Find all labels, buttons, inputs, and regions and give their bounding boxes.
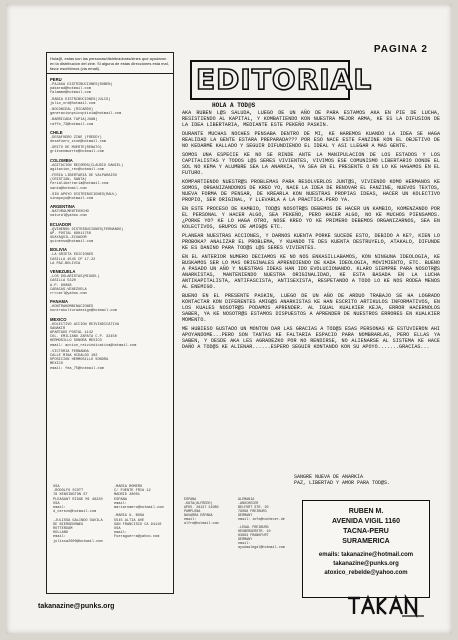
signoff-line-2: PAZ, LIBERTAD Y AMOR PARA TOD@S. [294,480,391,486]
contact-street: AVENIDA VIGIL 1160 [332,518,400,525]
directory-entry: -QVINENSO DISTRIBUCIONES(FERNANDO) AP. POSTAL 09011750 GUAYAQUIL-ECUADOR qvinenso@hotmail.com [50,227,124,245]
directory-entry: -VICTORIA FERNANDA CALLE MINA HIDALGO 102 OPOSICION HERMOSILLO SONORA MEXICO email: fea_75@hotmail.com [50,349,109,371]
contact-region: SURAMERICA [342,538,390,545]
directory-country: CHILE [50,129,63,135]
directory-entry: -PAJAXA DISTRIBUCIONES(RUBEN) pakarad@hotmail.com falamme@hotmail.com [50,83,113,96]
directory-country: PANAMA [50,299,69,305]
editorial-body [182,110,440,353]
editorial-paragraph: SOMOS UNA ESPECIE KE NO SE RINDE ANTE LA MANIPULACION DE LOS ESTADOS Y LOS CAPITALISTAS Y TODOS L@S SERES VIVIENTES, VIVIMOS ESE COMUNISMO LIBERTARIO DONDE EL SOL NO KEMA Y ALUMBRE SEA LA ANARKIA, YA SEA EN EL PRESENTE O EN LO KE HAGAMOS EN EL FUTURO. [182,152,440,176]
directory-entry: -GRITO DE MUERTE(RENATO) gritoenmuerte@hotmail.com [50,146,104,155]
directory-country: COLOMBIA [50,157,73,163]
directory-entry: -KOLECTIVO ACCION REIVINDICATIVA SANAKIR APARTADO POSTAL 1142 COL. EMILIANO ZAPATA C.P. 32450 HERMOSILLO SONORA MEXICO email: accion_reivindicativa@hotmail.com [50,322,137,348]
directory-entry: -NOCONCEAL (RICARDO) generacionpsicoptinia@hotmail.com [50,108,122,117]
directory-intro: Hola@, estas son las personas/distribuidoras/zines que ayudaron en la distribucion del zine. Si alguna de estas direcciones esta mal, favor escribirnos (via email). [47,53,173,74]
directory-entry: -SIN APOYO DISTRIBUCIONES(RAUL) sinapoyo@hotmail.com [50,192,117,202]
footer-email[interactable]: takanazine@punks.org [38,603,115,610]
directory-country: PERU [50,77,62,82]
directory-entry: -FERIA LIBERTARIA DE VALPARAISO (CRISTIAN, SANTA) ferialibertaria@hotmail.com santa@hotmail.com [50,174,117,191]
contact-email-3[interactable]: atoxico_rebelde@yahoo.com [324,570,408,576]
contact-city: TACNA-PERU [343,528,389,535]
directory-sections [47,77,173,371]
directory-entry: -RABIA DISTRIBUCIONES(JULIO) julio_nrd@hotmail.com [50,97,111,106]
editorial-paragraph: ME HUBIESO GUSTADO UN MONTON DAR LAS GRACIAS A TOD@S ESAS PERSONAS KE ESTUVIERON AHI APOYANDOME...PERO SON TANTAS KE FALTARIA ESPACIO PARA NOMBRARLAS, PERO ELLAS YA SABEN, Y DESDE AKA LES AGRADEZKO POR NO RENDIRSE, NO ALIENARSE AL SISTEMA KE HACE DAÑO A TOD@S KE ALIENAR......ESPERO SEGUIR KONTANDO KON SU APOYO.......GRACIAS... [182,326,440,350]
directory-bottom-right: -MARIA ROMERO C/ FUENTE FRIA 12 MADRID 28001 ESPANA email: mariaromero@hotmail.com -MARIA G. BOSA 5545 ALTIA AVE SAN FRANCISCO CA 94110 USA email: Fueraguerra@yahoo.com [114,485,164,540]
directory-country: BOLIVIA [50,247,67,253]
directory-box [46,52,174,594]
address-column-1: ESPANA -KATA(ALFREDO) APDO. 28137 31080 PAMPLONA NAVARRA ESPANA email: alfre@hotmail.com [184,498,219,526]
contact-email-1[interactable]: emails: takanazine@hotmail.com [318,552,414,558]
directory-country: VENEZUELA [50,269,76,275]
directory-country: ARGENTINA [50,204,75,210]
directory-entry: -BARRICADA TAPIA(JUAN) raffo_73@hotmail.com [50,118,98,127]
editorial-paragraph: EN ESTE PROCESO DE KAMBIO, TOD@S NOSOTR@S DEBEMOS DE HACER UN KAMBIO, KOMENZANDO POR EL PERSONAL Y HACER ALGO, SEA PEKEÑO, PERO HACER ALGO, NO KE MUCHOS PIENSAMOS. ¿PORKE YO? KE LO HAGA OTRO, NOSE KREO YO KE PRIMERO DEBEMOS ORGANIZARNOS, SEA EN KOLECTIVOS, GRUPOS DE AMIG@S ETC. [182,206,440,230]
signoff-line-1: SANGRE NUEVA DE ANARKIA [294,474,364,480]
editorial-paragraph: PLANEAR NUESTRAS ACCIONES, Y DARNOS KUENTA PORKE SUCEDE ESTO, DEBIDO A KE?, KIEN LO PROBOKA? ANALIZAR EL PROBLEMA, Y KUANDO TE DES KUENTA DESTRUYELO, ATAKALO, DIFUNDE KE ES DANINO PARA TOD@S L@S SERES VIVIENTES. [182,233,440,251]
editorial-paragraph: AKA RUBEN L@S SALUDA, LUEGO DE UN AÑO DE PARA ESTAMOS AKA EN PIE DE LUCHA, RESISTIENDO AL KAPITAL, Y KOMBATIENDO KON NUESTRA MEJOR ARMA, KE ES LA DIFUSION DE LA IDEA LIBERTARIA, MEDIANTE ESTE PEKEÑO PASKIN. [182,110,440,128]
editorial-paragraph: EN EL ANTERIOR NUMERO DECIAMOS KE NO NOS ENKASILLABAMOS, KON NINGUNA IDEOLOGIA, KE BUSKAMOS SER LO MAS ORIGINALES APRENDIENDO DE KADA IDEOLOGIA, MOVIMIENTO, ETC. BUENO A PASADO UN AÑO Y NUESTRAS IDEAS HAN IDO EVOLUCIONANDO. KLARO SIEMPRE PARA NOSOTR@S ANARKISTAS, MANTENIENDO NUESTRA ORIGINALIDAD, KE ESTA BASADA EN LA LUCHA ANTIKAPITALISTA, ANTIFASCISTA, ANTISEXISTA, RESPETANDO A TODO LO KE NOS RODEA MENOS AL ENEMIGO. [182,254,440,290]
directory-entry: -AGITACION RECORDS(CLAUDIO DANIEL) agitacion_rec@hotmail.com [50,163,124,172]
contact-name: RUBEN M. [348,508,384,515]
directory-entry: -LOS DOLARISTAS(MIGUEL) CASILLA 5320 A.P. 60088 CARACAS-VENEZUELA rrrcarl@yahoo.com [50,275,100,296]
directory-bottom [47,483,173,593]
editorial-title: EDITORIAL [196,63,373,96]
directory-country: MEXICO [50,316,67,322]
editorial-paragraph: DURANTE MUCHAS NOCHES PENSABA DENTRO DE MI, KE HAREMOS KUANDO LA IDEA SE HAGA REALIDAD LA GENTE ESTARA PREPARADA??? POR ESO NACE ESTE FANZINE KON EL OBJETIVO DE NO KEDARME KALLADO Y SEGUIR DIFUNDIENDO EL IDEAL Y ASI LLEGAR A MAS GENTE. [182,131,440,149]
takana-zine-logo [346,592,428,620]
editorial-greeting: HOLA A TOD@S [212,102,256,109]
contact-email-2[interactable]: takanazine@punks.org [333,561,399,567]
editorial-paragraph: BUENO EN EL PRESENTE PASKIN, LUEGO DE UN AÑO DE ARDUO TRABAJO SE HA LOGRADO KONTACTAR KON DIFERENTES AMIG@S ANARKISTAS KE HAN ESCRITO ARTIKULOS INFORMATIVOS, EN LOS KUALES NOSOTR@S PODAMOS APRENDER. AL IGUAL KUALKIER KEJA, ERROR HACERNOLOS SABER, YA KE NOSOTR@S ESTAMOS DISPUESTOS A APRENDER DE NUESTROS ERRORES EN KUALKIER MOMENTO. [182,293,440,323]
page-number: PAGINA 2 [373,44,428,55]
editorial-signoff [294,474,414,486]
zine-page [6,4,452,634]
contact-box [302,500,430,598]
editorial-banner [190,60,373,100]
directory-entry: -NATURALMENTEOSCHO natural@yahoo.com [50,210,89,219]
directory-bottom-left: USA -RODOLFO SCOTT 78 KENSINGTON ST PLEASANT RIDGE MI 48220 USA email: d_cerezo@hotmail.com -JULISSA GALINDO DAVILA DE BIERGENSWEG ROTTERDAM HOLLAND email: julissa2000@hotmail.com [53,485,103,544]
directory-entry: -KONTRAKOMBINACIONES kontrakulturadesign@hotmail.com [50,305,117,314]
editorial-paragraph: KOMPARTIENDO NUESTR@S PROBLEMAS PARA RESOLVERLOS JUNT@S, VIVIENDO KOMO HERMANOS KE SOMOS, ORGANIZANDONOS DE KREO YO, NACE LA IDEA DE RENOVAR EL FANZINE, NUEVOS TEXTOS, NUEVA FORMA DE PENSAR, DE KREARLA KON NUESTRAS PROPIAS IDEAS, HACER UN KOLECTIVO PROPIO, SER ORIGINAL, Y LLEVARLA A LA PRACTICA.PERO YA. [182,179,440,203]
directory-entry: -DESAFUERO ZINE (FREDDY) desafuero_zine@hotmail.com [50,135,107,145]
directory-entry: -LA GRIETA EDICIONES CASILLA 4545 CP 17-22 LA PAZ-BOLIVIA [50,253,96,266]
address-column-2: ALEMANIA -ANOCHECER BELFORT STR. 20 79098 FREIBURG GERMANY email: info@nochecer.de -LEGAL FREIBURG HEUBERGERSTR. 10 83684 FRANKFURT GERMANY email: ayudaalegal@hotmail.com [238,498,285,550]
directory-country: ECUADOR [50,221,72,227]
